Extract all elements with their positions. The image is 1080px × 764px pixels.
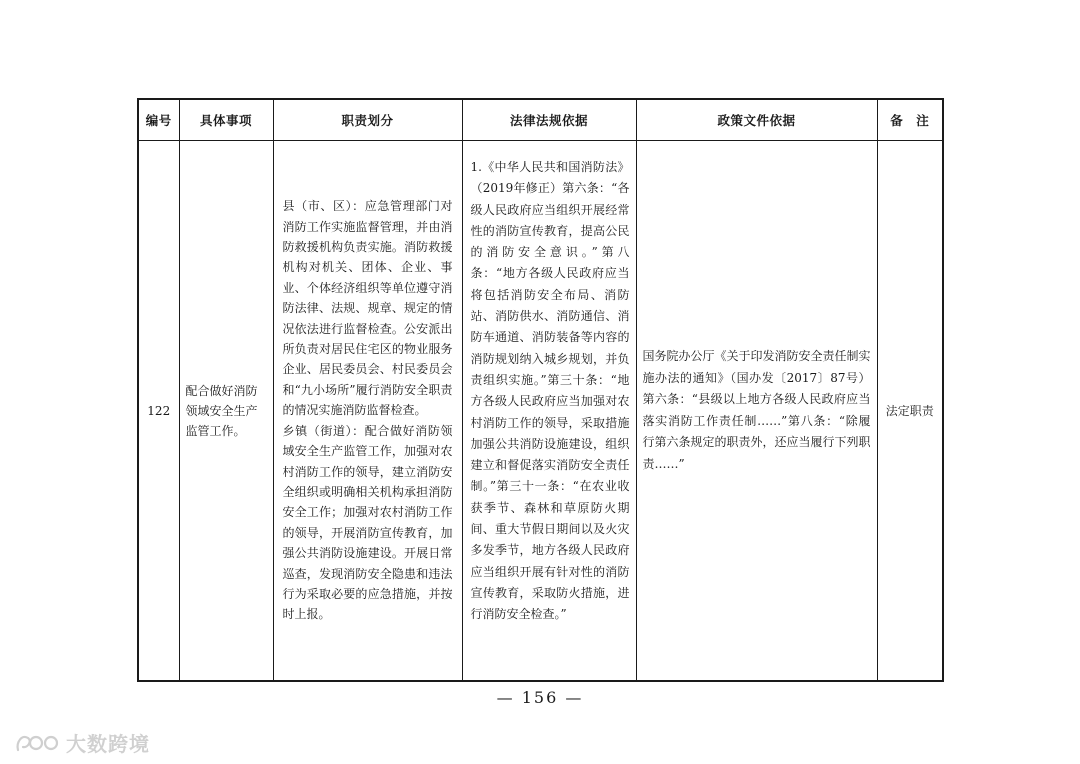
header-item: 具体事项 (179, 99, 273, 141)
watermark-text: 大数跨境 (66, 732, 150, 756)
duties-county: 县（市、区）：应急管理部门对消防工作实施监督管理，并由消防救援机构负责实施。消防救援机构对机关、团体、企业、事业、个体经济组织等单位遵守消防法律、法规、规章、规定的情况依法进行监督检查。公安派出所负责对居民住宅区的物业服务企业、居民委员会、村民委员会和“九小场所”履行消防安全职责的情况实施消防监督检查。 (282, 199, 453, 418)
watermark (14, 728, 150, 757)
header-note: 备 注 (877, 99, 943, 141)
table-header-row (138, 99, 943, 141)
row-duties (273, 141, 462, 682)
header-law: 法律法规依据 (462, 99, 636, 141)
row-policy: 国务院办公厅《关于印发消防安全责任制实施办法的通知》（国办发〔2017〕87号）第六条：“县级以上地方各级人民政府应当落实消防工作责任制……”第八条：“除履行第六条规定的职责外，还应当履行下列职责……” (636, 141, 877, 682)
row-note: 法定职责 (877, 141, 943, 682)
page-number: — 156 — (496, 688, 584, 707)
row-number: 122 (138, 141, 179, 682)
duty-list-table (137, 98, 944, 682)
row-law: 1.《中华人民共和国消防法》（2019年修正）第六条：“各级人民政府应当组织开展经常性的消防宣传教育，提高公民的消防安全意识。”第八条：“地方各级人民政府应当将包括消防安全布局、消防站、消防供水、消防通信、消防车通道、消防装备等内容的消防规划纳入城乡规划，并负责组织实施。”第三十条：“地方各级人民政府应当加强对农村消防工作的领导，采取措施加强公共消防设施建设，组织建立和督促落实消防安全责任制。”第三十一条：“在农业收获季节、森林和草原防火期间、重大节假日期间以及火灾多发季节，地方各级人民政府应当组织开展有针对性的消防宣传教育，采取防火措施，进行消防安全检查。” (462, 141, 636, 682)
header-number: 编号 (138, 99, 179, 141)
header-duties: 职责划分 (273, 99, 462, 141)
watermark-logo-icon (14, 730, 60, 756)
table-row (138, 141, 943, 682)
duties-township: 乡镇（街道）：配合做好消防领域安全生产监管工作，加强对农村消防工作的领导，建立消防安全组织或明确相关机构承担消防安全工作；加强对农村消防工作的领导，开展消防宣传教育，加强公共消防设施建设。开展日常巡查，发现消防安全隐患和违法行为采取必要的应急措施，并按时上报。 (282, 423, 453, 622)
row-item: 配合做好消防领域安全生产监管工作。 (179, 141, 273, 682)
header-policy: 政策文件依据 (636, 99, 877, 141)
